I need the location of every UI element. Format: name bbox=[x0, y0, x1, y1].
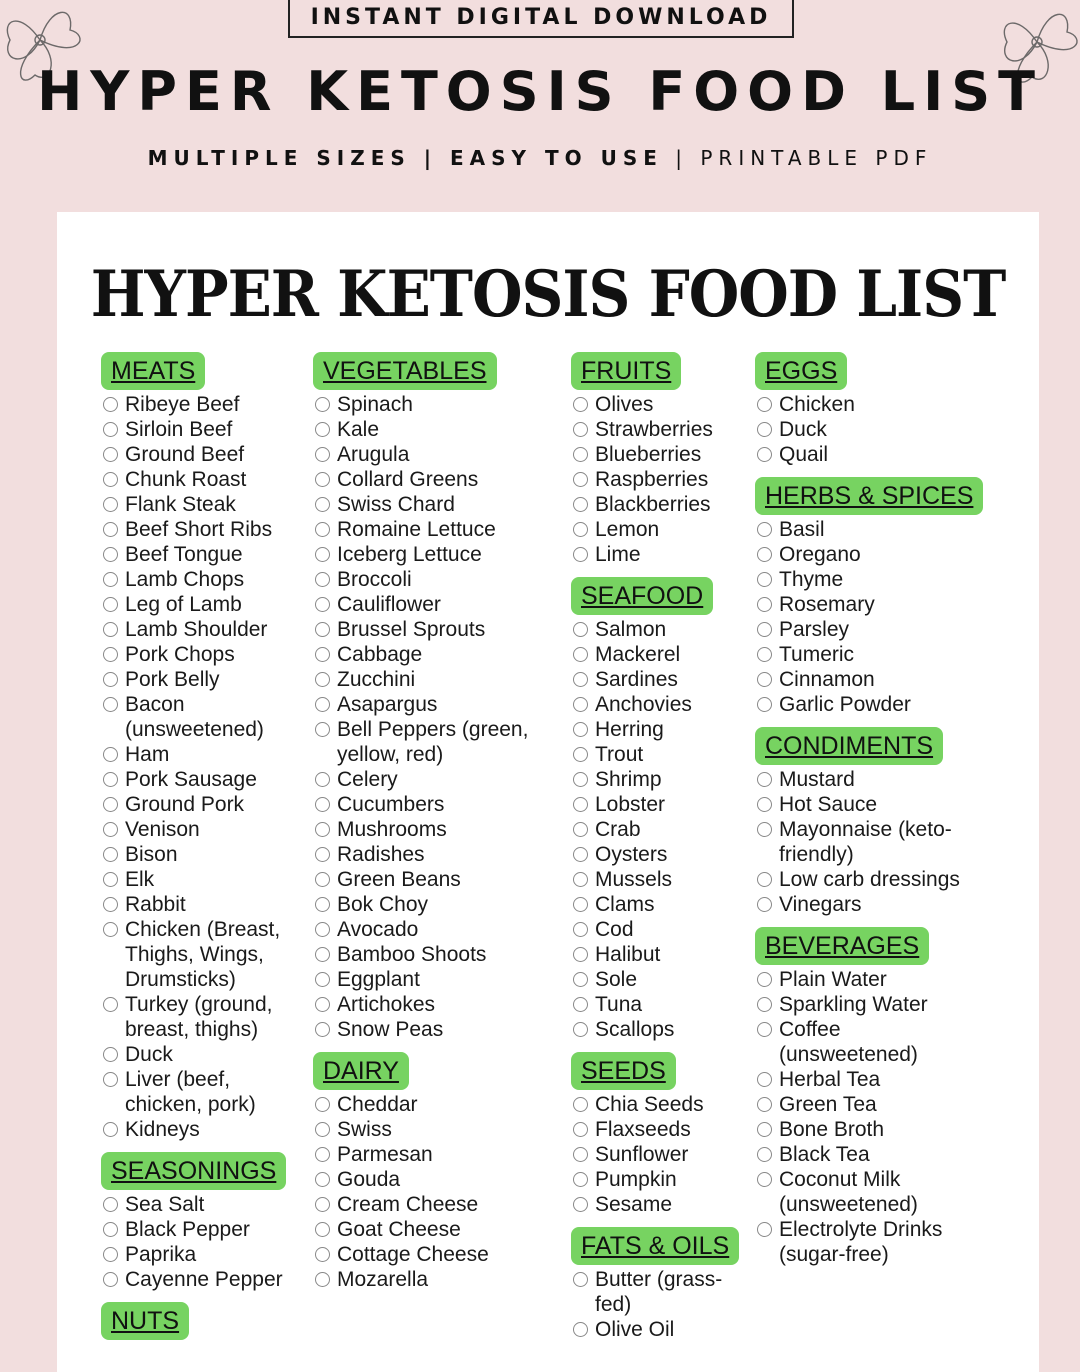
category-heading: SEEDS bbox=[571, 1052, 676, 1090]
food-checklist-item[interactable]: Sole bbox=[571, 967, 751, 992]
food-checklist-item[interactable]: Brussel Sprouts bbox=[313, 617, 563, 642]
food-checklist-item[interactable]: Cayenne Pepper bbox=[101, 1267, 311, 1292]
food-checklist-item[interactable]: Cinnamon bbox=[755, 667, 985, 692]
food-checklist-item[interactable]: Flank Steak bbox=[101, 492, 311, 517]
category-list bbox=[571, 392, 751, 567]
food-checklist-item[interactable]: Clams bbox=[571, 892, 751, 917]
food-checklist-item[interactable]: Shrimp bbox=[571, 767, 751, 792]
food-checklist-item[interactable]: Oregano bbox=[755, 542, 985, 567]
food-checklist-item[interactable]: Mozarella bbox=[313, 1267, 563, 1292]
food-checklist-item[interactable]: Coffee (unsweetened) bbox=[755, 1017, 985, 1067]
food-checklist-item[interactable]: Iceberg Lettuce bbox=[313, 542, 563, 567]
food-checklist-item[interactable]: Chicken bbox=[755, 392, 985, 417]
food-checklist-item[interactable]: Mushrooms bbox=[313, 817, 563, 842]
food-checklist-item[interactable]: Bone Broth bbox=[755, 1117, 985, 1142]
food-checklist-item[interactable]: Liver (beef, chicken, pork) bbox=[101, 1067, 311, 1117]
category-heading: FRUITS bbox=[571, 352, 681, 390]
food-checklist-item[interactable]: Herbal Tea bbox=[755, 1067, 985, 1092]
category-list bbox=[755, 967, 985, 1267]
food-checklist-item[interactable]: Trout bbox=[571, 742, 751, 767]
food-checklist-item[interactable]: Garlic Powder bbox=[755, 692, 985, 717]
category-list bbox=[755, 767, 985, 917]
food-checklist-item[interactable]: Beef Tongue bbox=[101, 542, 311, 567]
food-checklist-item[interactable]: Chunk Roast bbox=[101, 467, 311, 492]
category-list bbox=[313, 1092, 563, 1292]
food-checklist-item[interactable]: Parsley bbox=[755, 617, 985, 642]
category-list bbox=[101, 1192, 311, 1292]
food-checklist-item[interactable]: Cod bbox=[571, 917, 751, 942]
food-checklist-item[interactable]: Celery bbox=[313, 767, 563, 792]
food-checklist-item[interactable]: Mussels bbox=[571, 867, 751, 892]
category-list bbox=[571, 1267, 751, 1342]
food-checklist-item[interactable]: Asapargus bbox=[313, 692, 563, 717]
category-list bbox=[101, 392, 311, 1142]
instant-download-badge: INSTANT DIGITAL DOWNLOAD bbox=[288, 0, 794, 38]
food-checklist-item[interactable]: Lobster bbox=[571, 792, 751, 817]
page-title: HYPER KETOSIS FOOD LIST bbox=[37, 60, 1043, 123]
food-checklist-item[interactable]: Herring bbox=[571, 717, 751, 742]
food-checklist-item[interactable]: Avocado bbox=[313, 917, 563, 942]
food-checklist-item[interactable]: Artichokes bbox=[313, 992, 563, 1017]
food-checklist-item[interactable]: Olives bbox=[571, 392, 751, 417]
food-checklist-item[interactable]: Lime bbox=[571, 542, 751, 567]
category-heading: FATS & OILS bbox=[571, 1227, 739, 1265]
food-checklist-item[interactable]: Scallops bbox=[571, 1017, 751, 1042]
food-checklist-item[interactable]: Pork Sausage bbox=[101, 767, 311, 792]
food-checklist-item[interactable]: Leg of Lamb bbox=[101, 592, 311, 617]
food-checklist-item[interactable]: Olive Oil bbox=[571, 1317, 751, 1342]
food-checklist-item[interactable]: Bamboo Shoots bbox=[313, 942, 563, 967]
food-checklist-item[interactable]: Lamb Shoulder bbox=[101, 617, 311, 642]
food-checklist-item[interactable]: Cottage Cheese bbox=[313, 1242, 563, 1267]
food-checklist-item[interactable]: Butter (grass-fed) bbox=[571, 1267, 751, 1317]
food-checklist-item[interactable]: Goat Cheese bbox=[313, 1217, 563, 1242]
food-checklist-item[interactable]: Collard Greens bbox=[313, 467, 563, 492]
food-checklist-item[interactable]: Romaine Lettuce bbox=[313, 517, 563, 542]
food-checklist-item[interactable]: Parmesan bbox=[313, 1142, 563, 1167]
food-checklist-item[interactable]: Chia Seeds bbox=[571, 1092, 751, 1117]
column-3 bbox=[571, 352, 751, 1352]
food-checklist-item[interactable]: Sea Salt bbox=[101, 1192, 311, 1217]
category-list bbox=[755, 517, 985, 717]
food-checklist-item[interactable]: Black Pepper bbox=[101, 1217, 311, 1242]
food-checklist-item[interactable]: Crab bbox=[571, 817, 751, 842]
food-checklist-item[interactable]: Plain Water bbox=[755, 967, 985, 992]
food-checklist-item[interactable]: Cream Cheese bbox=[313, 1192, 563, 1217]
food-checklist-item[interactable]: Low carb dressings bbox=[755, 867, 985, 892]
column-2 bbox=[313, 352, 563, 1302]
food-checklist-item[interactable]: Anchovies bbox=[571, 692, 751, 717]
category-heading: SEAFOOD bbox=[571, 577, 713, 615]
subtitle-separator: | bbox=[662, 146, 701, 170]
food-checklist-item[interactable]: Kidneys bbox=[101, 1117, 311, 1142]
food-checklist-item[interactable]: Sesame bbox=[571, 1192, 751, 1217]
food-checklist-item[interactable]: Pork Chops bbox=[101, 642, 311, 667]
food-checklist-item[interactable]: Mayonnaise (keto-friendly) bbox=[755, 817, 985, 867]
category-heading: SEASONINGS bbox=[101, 1152, 286, 1190]
food-checklist-item[interactable]: Duck bbox=[101, 1042, 311, 1067]
food-checklist-item[interactable]: Black Tea bbox=[755, 1142, 985, 1167]
food-checklist-item[interactable]: Flaxseeds bbox=[571, 1117, 751, 1142]
food-checklist-item[interactable]: Sardines bbox=[571, 667, 751, 692]
food-checklist-item[interactable]: Cabbage bbox=[313, 642, 563, 667]
food-checklist-item[interactable]: Quail bbox=[755, 442, 985, 467]
category-heading: BEVERAGES bbox=[755, 927, 929, 965]
food-checklist-item[interactable]: Bacon (unsweetened) bbox=[101, 692, 311, 742]
food-checklist-item[interactable]: Sparkling Water bbox=[755, 992, 985, 1017]
category-heading: CONDIMENTS bbox=[755, 727, 943, 765]
category-heading: MEATS bbox=[101, 352, 205, 390]
food-checklist-item[interactable]: Strawberries bbox=[571, 417, 751, 442]
food-checklist-item[interactable]: Ribeye Beef bbox=[101, 392, 311, 417]
food-checklist-item[interactable]: Ground Pork bbox=[101, 792, 311, 817]
food-checklist-item[interactable]: Green Beans bbox=[313, 867, 563, 892]
subtitle-features: MULTIPLE SIZES | EASY TO USE bbox=[147, 146, 663, 170]
food-checklist-item[interactable]: Rosemary bbox=[755, 592, 985, 617]
food-checklist-item[interactable]: Salmon bbox=[571, 617, 751, 642]
food-checklist-item[interactable]: Cucumbers bbox=[313, 792, 563, 817]
food-checklist-item[interactable]: Electrolyte Drinks (sugar-free) bbox=[755, 1217, 985, 1267]
food-checklist-item[interactable]: Pumpkin bbox=[571, 1167, 751, 1192]
food-checklist-item[interactable]: Oysters bbox=[571, 842, 751, 867]
food-checklist-item[interactable]: Kale bbox=[313, 417, 563, 442]
category-list bbox=[313, 392, 563, 1042]
food-checklist-item[interactable]: Bok Choy bbox=[313, 892, 563, 917]
food-checklist-item[interactable]: Snow Peas bbox=[313, 1017, 563, 1042]
food-checklist-item[interactable]: Hot Sauce bbox=[755, 792, 985, 817]
category-list bbox=[755, 392, 985, 467]
category-heading: DAIRY bbox=[313, 1052, 409, 1090]
subtitle bbox=[0, 146, 1080, 170]
food-checklist-item[interactable]: Lamb Chops bbox=[101, 567, 311, 592]
food-checklist-item[interactable]: Tumeric bbox=[755, 642, 985, 667]
food-checklist-item[interactable]: Swiss bbox=[313, 1117, 563, 1142]
food-checklist-item[interactable]: Turkey (ground, breast, thighs) bbox=[101, 992, 311, 1042]
sheet-title: HYPER KETOSIS FOOD LIST bbox=[90, 256, 1006, 332]
food-checklist-item[interactable]: Chicken (Breast, Thighs, Wings, Drumsticks) bbox=[101, 917, 311, 992]
food-checklist-item[interactable]: Bell Peppers (green, yellow, red) bbox=[313, 717, 563, 767]
food-checklist-item[interactable]: Broccoli bbox=[313, 567, 563, 592]
food-checklist-item[interactable]: Sirloin Beef bbox=[101, 417, 311, 442]
food-checklist-item[interactable]: Duck bbox=[755, 417, 985, 442]
food-checklist-item[interactable]: Eggplant bbox=[313, 967, 563, 992]
category-heading: EGGS bbox=[755, 352, 847, 390]
food-checklist-item[interactable]: Spinach bbox=[313, 392, 563, 417]
food-checklist-item[interactable]: Cheddar bbox=[313, 1092, 563, 1117]
category-heading: NUTS bbox=[101, 1302, 189, 1340]
category-list bbox=[571, 1092, 751, 1217]
food-checklist-item[interactable]: Ham bbox=[101, 742, 311, 767]
food-checklist-item[interactable]: Cauliflower bbox=[313, 592, 563, 617]
food-checklist-item[interactable]: Rabbit bbox=[101, 892, 311, 917]
category-heading: VEGETABLES bbox=[313, 352, 497, 390]
food-checklist-item[interactable]: Blackberries bbox=[571, 492, 751, 517]
food-checklist-item[interactable]: Basil bbox=[755, 517, 985, 542]
column-1 bbox=[101, 352, 311, 1352]
food-checklist-item[interactable]: Swiss Chard bbox=[313, 492, 563, 517]
food-checklist-item[interactable]: Mustard bbox=[755, 767, 985, 792]
food-checklist-item[interactable]: Sunflower bbox=[571, 1142, 751, 1167]
subtitle-format: PRINTABLE PDF bbox=[700, 146, 933, 170]
column-4 bbox=[755, 352, 985, 1277]
food-checklist-item[interactable]: Thyme bbox=[755, 567, 985, 592]
food-checklist-item[interactable]: Vinegars bbox=[755, 892, 985, 917]
food-checklist-item[interactable]: Venison bbox=[101, 817, 311, 842]
food-checklist-item[interactable]: Tuna bbox=[571, 992, 751, 1017]
food-checklist-item[interactable]: Elk bbox=[101, 867, 311, 892]
food-checklist-item[interactable]: Raspberries bbox=[571, 467, 751, 492]
food-checklist-item[interactable]: Radishes bbox=[313, 842, 563, 867]
food-checklist-item[interactable]: Pork Belly bbox=[101, 667, 311, 692]
food-checklist-item[interactable]: Arugula bbox=[313, 442, 563, 467]
food-checklist-item[interactable]: Blueberries bbox=[571, 442, 751, 467]
food-checklist-item[interactable]: Bison bbox=[101, 842, 311, 867]
food-checklist-item[interactable]: Ground Beef bbox=[101, 442, 311, 467]
food-checklist-item[interactable]: Beef Short Ribs bbox=[101, 517, 311, 542]
category-list bbox=[571, 617, 751, 1042]
food-checklist-item[interactable]: Gouda bbox=[313, 1167, 563, 1192]
food-checklist-item[interactable]: Coconut Milk (unsweetened) bbox=[755, 1167, 985, 1217]
food-list-sheet bbox=[57, 212, 1039, 1372]
food-checklist-item[interactable]: Green Tea bbox=[755, 1092, 985, 1117]
food-checklist-item[interactable]: Zucchini bbox=[313, 667, 563, 692]
category-heading: HERBS & SPICES bbox=[755, 477, 983, 515]
food-checklist-item[interactable]: Mackerel bbox=[571, 642, 751, 667]
food-checklist-item[interactable]: Halibut bbox=[571, 942, 751, 967]
food-checklist-item[interactable]: Lemon bbox=[571, 517, 751, 542]
food-checklist-item[interactable]: Paprika bbox=[101, 1242, 311, 1267]
